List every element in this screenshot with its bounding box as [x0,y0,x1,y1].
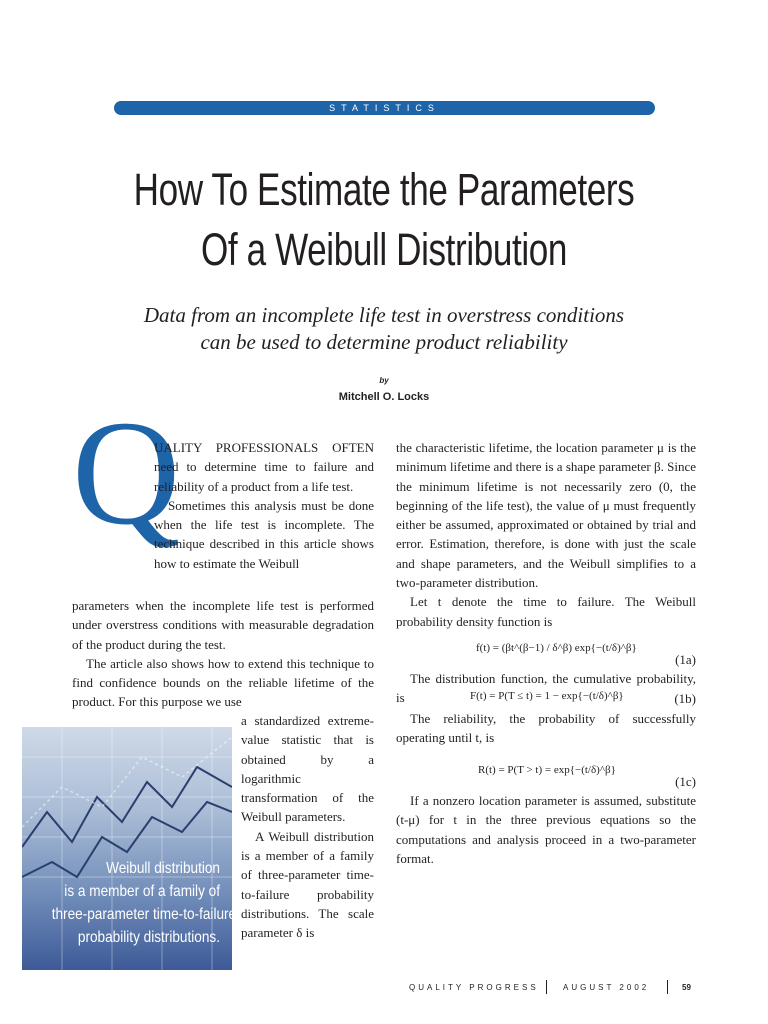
paragraph-incomplete-cont: parameters when the incomplete life test is performed under overstress conditions with measurable degradation of the product during the test. [72,598,374,652]
caption-line-4: probability distributions. [77,929,220,946]
article-title [84,160,683,280]
paragraph-confidence-cont: a standardized extreme-value statistic that is obtained by a logarithmic transformation of the Weibull parameters. [241,713,374,825]
footer-magazine: QUALITY PROGRESS [409,983,539,992]
column-2 [396,438,696,868]
paragraph-confidence: The article also shows how to extend this technique to find confidence bounds on the reliable lifetime of the product. For this purpose we use [72,655,374,710]
equation-1b-number: (1b) [674,691,696,707]
column-1-full [72,596,374,712]
paragraph-cdf-intro: The distribution function, the cumulative probability, is [396,670,696,706]
equation-1a-number: (1a) [675,651,696,667]
paragraph-pdf-intro: Let t denote the time to failure. The Weibull probability density function is [396,594,696,629]
subtitle-line-1: Data from an incomplete life test in overstress conditions [143,303,625,327]
subtitle-line-2: can be used to determine product reliability [200,330,568,354]
title-line-2: Of a Weibull Distribution [200,224,568,275]
equation-1b [396,689,696,709]
equation-1c-formula: R(t) = P(T > t) = exp{−(t/δ)^β} [478,764,616,777]
footer-divider-2 [667,980,668,994]
caption-line-1: Weibull distribution [106,860,220,877]
section-banner: STATISTICS [114,101,655,115]
column-1-narrow [241,711,374,943]
footer-page-number: 59 [682,983,691,992]
paragraph-intro: UALITY PROFESSIONALS OFTEN need to determine time to failure and reliability of a product from a life test. [154,440,374,494]
paragraph-parameters: the characteristic lifetime, the location parameter μ is the minimum lifetime and there is a shape parameter β. Since the minimum lifetime is not necessarily zero (0, the beginning of the life test), the value of μ must frequently either be assumed, approximated or obtained by trial and error. Estimation, therefore, is done with just the scale and shape parameters, and the Weibull simplifies to a two-parameter distribution. [396,440,696,591]
equation-1c [396,747,696,791]
author-name: Mitchell O. Locks [338,391,430,403]
equation-1a-formula: f(t) = (βt^(β−1) / δ^β) exp{−(t/δ)^β} [476,641,637,654]
equation-1c-number: (1c) [675,773,696,789]
article-subtitle [0,302,768,356]
paragraph-reliability-intro: The reliability, the probability of successfully operating until t, is [396,710,696,745]
caption-line-2: is a member of a family of [64,883,221,900]
image-caption [51,857,237,949]
paragraph-incomplete: Sometimes this analysis must be done when the life test is incomplete. The technique described in this article shows how to estimate the Weibull [154,497,374,571]
byline: by [379,376,389,385]
equation-1b-formula: F(t) = P(T ≤ t) = 1 − exp{−(t/δ)^β} [470,689,624,702]
column-1-top [154,438,374,573]
caption-line-3: three-parameter time-to-failure [51,906,237,923]
paragraph-location: If a nonzero location parameter is assumed, substitute (t-μ) for t in the three previous equations so the computations and analysis proceed in a two-parameter format. [396,793,696,867]
title-line-1: How To Estimate the Parameters [133,164,635,215]
drop-cap: Q [72,390,181,556]
footer-divider-1 [546,980,547,994]
footer-date: AUGUST 2002 [563,983,650,992]
equation-1a [396,631,696,669]
paragraph-weibull-family: A Weibull distribution is a member of a family of three-parameter time-to-failure probability distributions. The scale parameter δ is [241,828,374,941]
